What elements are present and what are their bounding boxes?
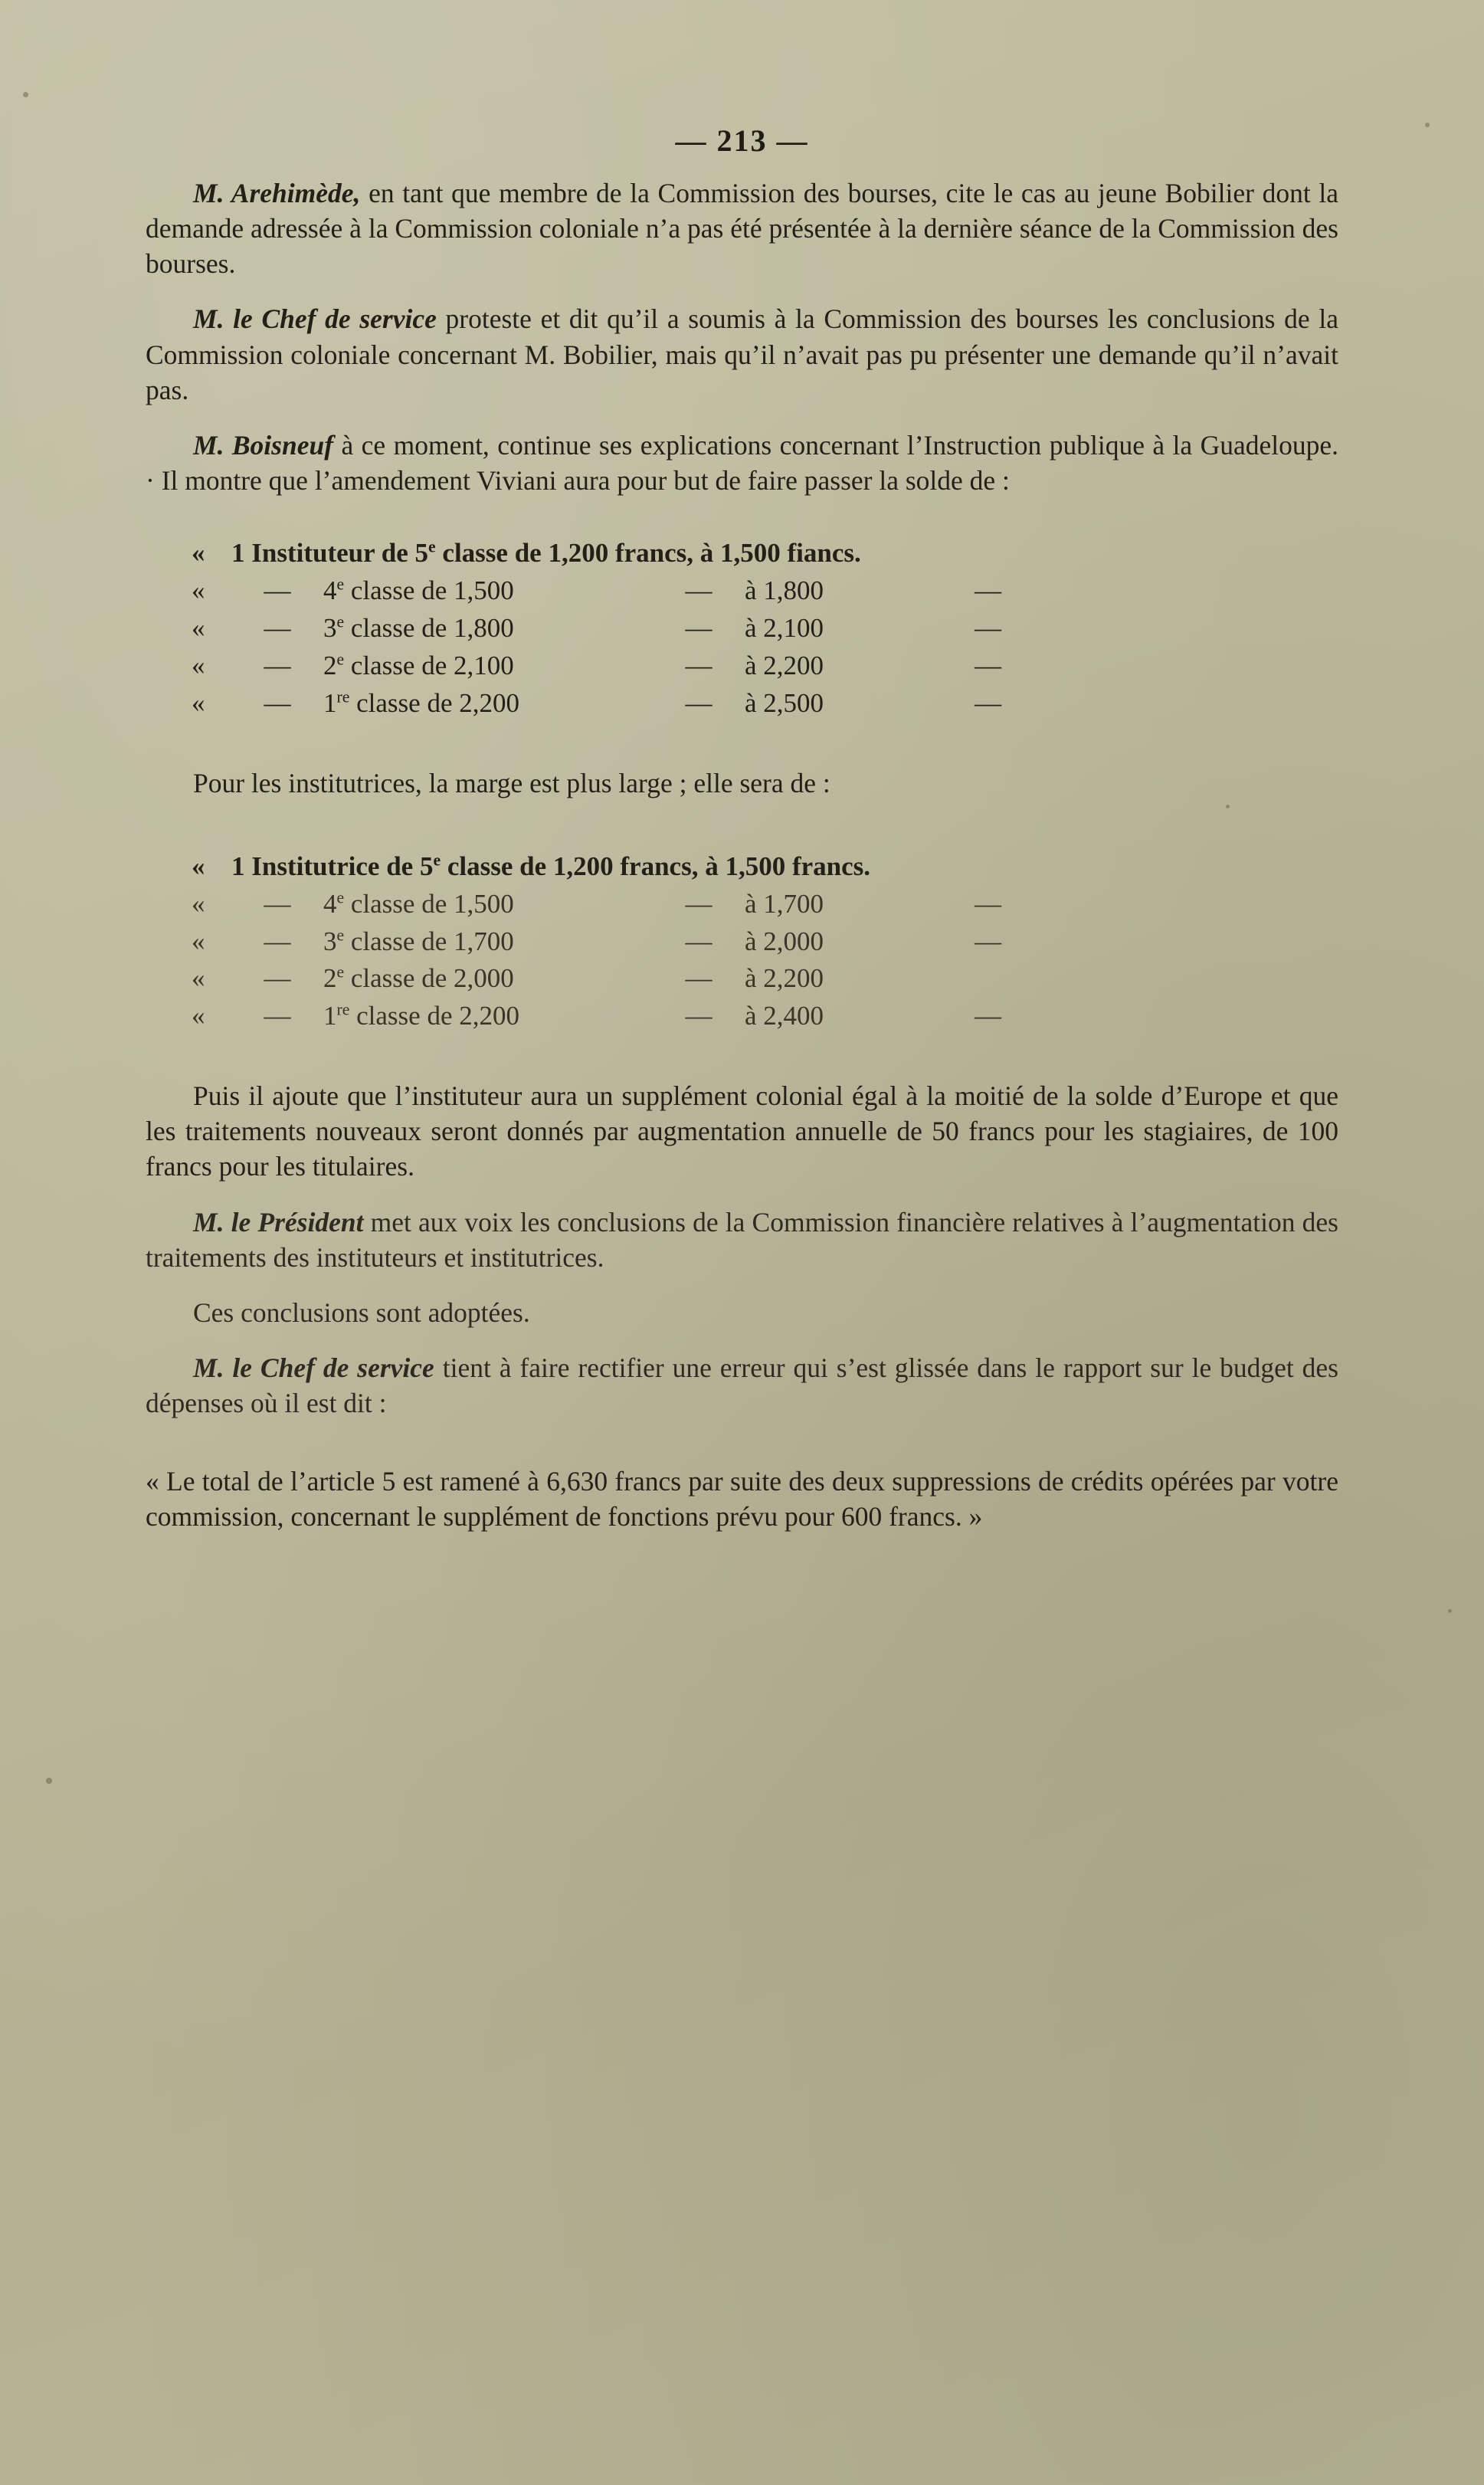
table-row <box>192 848 1105 886</box>
paragraph-text: tient à faire rectifier une erreur qui s’est glissée dans le rapport sur le budget des dépenses où il est dit : <box>146 1352 1338 1419</box>
class-number: 3 <box>323 612 337 643</box>
dash2: — <box>685 926 713 956</box>
guillemet: « <box>192 851 205 881</box>
speaker-name: M. Boisneuf <box>193 429 334 461</box>
guillemet: « <box>192 612 205 643</box>
dash2: — <box>685 650 713 680</box>
word-a: à <box>705 851 719 881</box>
paragraph-boisneuf <box>146 428 1338 498</box>
dash2: — <box>685 963 713 994</box>
amount-to: 1,500 <box>720 538 781 569</box>
ordinal-suffix: re <box>336 687 350 706</box>
word-classe: classe <box>350 963 415 994</box>
paragraph-text: Pour les institutrices, la marge est plus large ; elle sera de : <box>193 767 830 798</box>
class-cell <box>323 923 653 961</box>
to-cell <box>745 923 975 961</box>
amount-from: 2,200 <box>459 1001 519 1031</box>
ordinal-suffix: e <box>433 851 441 870</box>
amount-to: 2,500 <box>763 687 824 718</box>
amount-to: 2,200 <box>763 650 824 680</box>
amount-from: 2,200 <box>459 687 519 718</box>
table-row <box>192 535 1105 572</box>
table-row <box>192 886 1105 923</box>
amount-to: 1,700 <box>763 888 824 919</box>
word-classe: classe <box>447 851 513 881</box>
table-caption-line <box>231 848 1105 886</box>
table-row <box>192 923 1105 961</box>
paragraph-text: Puis il ajoute que l’instituteur aura un supplément colonial égal à la moitié de la solde d’Europe et que les traitements nouveaux seront donnés par augmentation annuelle de 50 francs pour les stagiaires, de 100 francs pour les titulaires. <box>146 1080 1338 1182</box>
table-instituteur-salaries <box>192 535 1105 722</box>
tail-dash <box>975 960 1105 998</box>
amount-from: 2,000 <box>454 963 514 994</box>
paragraph-conclusions-adoptees <box>146 1295 1338 1330</box>
ordinal-suffix: e <box>336 612 345 631</box>
guillemet: « <box>192 575 205 606</box>
paper-speck <box>46 1778 52 1784</box>
dash2: — <box>685 687 713 718</box>
word-classe: classe <box>350 926 415 956</box>
class-cell <box>323 960 653 998</box>
role: Institutrice <box>251 851 380 881</box>
paper-speck <box>23 92 28 97</box>
ordinal-suffix: e <box>336 925 345 944</box>
ordinal-suffix: e <box>336 575 345 594</box>
class-number: 2 <box>323 963 337 994</box>
word-de: de <box>421 650 447 680</box>
word-classe: classe <box>350 575 415 606</box>
ordinal-suffix: e <box>336 650 345 669</box>
ordinal-suffix: e <box>428 537 436 556</box>
dash: — <box>264 612 291 643</box>
dash: — <box>264 650 291 680</box>
word-classe: classe <box>442 538 508 569</box>
table-row <box>192 647 1105 685</box>
paragraph-text: proteste et dit qu’il a soumis à la Commission des bourses les conclusions de la Commission coloniale concernant M. Bobilier, mais qu’il n’avait pas pu présenter une demande qu’il n’avait pas. <box>146 303 1338 405</box>
table-institutrice-salaries <box>192 848 1105 1035</box>
amount-from: 1,500 <box>454 888 514 919</box>
paragraph-text: à ce moment, continue ses explications concernant l’Instruction publique à la Guadeloupe. · Il montre que l’amendement Viviani aura pour but de faire passer la solde de : <box>146 429 1338 496</box>
word-de2: de <box>514 538 542 569</box>
class-number: 2 <box>323 650 337 680</box>
tail-dash: — <box>975 687 1001 718</box>
word-classe: classe <box>350 888 415 919</box>
class-cell <box>323 610 653 647</box>
guillemet: « <box>192 888 205 919</box>
guillemet: « <box>192 1001 205 1031</box>
to-cell <box>745 886 975 923</box>
tail-dash: — <box>975 650 1001 680</box>
guillemet: « <box>192 650 205 680</box>
dash2: — <box>685 888 713 919</box>
guillemet: « <box>192 687 205 718</box>
paper-speck <box>1226 805 1230 808</box>
amount-from: 1,200 <box>552 851 614 881</box>
dash: — <box>264 575 291 606</box>
tail-dash: — <box>975 575 1001 606</box>
word-de: de <box>421 612 447 643</box>
word-classe: classe <box>356 687 421 718</box>
amount-from: 2,100 <box>454 650 514 680</box>
class-number: 1 <box>323 687 337 718</box>
dash: — <box>264 963 291 994</box>
paragraph-president <box>146 1205 1338 1275</box>
amount-to: 2,200 <box>763 963 824 994</box>
to-cell <box>745 960 975 998</box>
paper-speck <box>1448 1609 1452 1613</box>
word-classe: classe <box>356 1001 421 1031</box>
ordinal-suffix: e <box>336 887 345 906</box>
guillemet: « <box>192 926 205 956</box>
word-de2: de <box>519 851 547 881</box>
amount-from: 1,800 <box>454 612 514 643</box>
amount-from: 1,700 <box>454 926 514 956</box>
to-cell <box>745 685 975 723</box>
table-row <box>192 685 1105 723</box>
tail-dash: — <box>975 926 1001 956</box>
to-cell <box>745 610 975 647</box>
paragraph-text: « Le total de l’article 5 est ramené à 6,630 francs par suite des deux suppressions de crédits opérées par votre commission, concernant le supplément de fonctions prévu pour 600 francs. » <box>146 1466 1338 1533</box>
table-row <box>192 610 1105 647</box>
dash2: — <box>685 612 713 643</box>
amount-to: 2,400 <box>763 1001 824 1031</box>
dash2: — <box>685 1001 713 1031</box>
word-a: à <box>745 888 757 919</box>
class-cell <box>323 998 653 1035</box>
amount-to: 2,000 <box>763 926 824 956</box>
currency-to: fiancs. <box>787 538 861 569</box>
amount-to: 2,100 <box>763 612 824 643</box>
table-row <box>192 998 1105 1035</box>
table-caption-line <box>231 535 1105 572</box>
guillemet: « <box>192 963 205 994</box>
guillemet: « <box>192 538 205 569</box>
amount-to: 1,800 <box>763 575 824 606</box>
word-de: de <box>427 687 453 718</box>
page-number: — 213 — <box>675 123 809 158</box>
dash: — <box>264 1001 291 1031</box>
ordinal-suffix: re <box>336 1000 350 1019</box>
paragraph-institutrices <box>146 765 1338 801</box>
word-a: à <box>745 963 757 994</box>
class-number: 5 <box>419 851 434 881</box>
table-row <box>192 960 1105 998</box>
class-number: 4 <box>323 575 337 606</box>
paragraph-chef-de-service <box>146 301 1338 407</box>
word-de: de <box>427 1001 453 1031</box>
speaker-name: M. le Président <box>193 1206 364 1238</box>
class-number: 5 <box>414 538 429 569</box>
word-de: de <box>421 888 447 919</box>
to-cell <box>745 647 975 685</box>
paragraph-quoted-article <box>146 1464 1338 1534</box>
word-de: de <box>421 926 447 956</box>
paragraph-archimede <box>146 175 1338 281</box>
table-row <box>192 572 1105 610</box>
count: 1 <box>231 851 245 881</box>
class-cell <box>323 886 653 923</box>
paper-speck <box>1425 123 1430 127</box>
word-classe: classe <box>350 612 415 643</box>
word-a: à <box>745 650 757 680</box>
word-a: à <box>745 1001 757 1031</box>
to-cell <box>745 998 975 1035</box>
to-cell <box>745 572 975 610</box>
paragraph-text: en tant que membre de la Commission des bourses, cite le cas au jeune Bobilier dont la demande adressée à la Commission coloniale n’a pas été présentée à la dernière séance de la Commission des bourses. <box>146 178 1339 280</box>
currency-to: francs. <box>791 851 871 881</box>
count: 1 <box>231 538 245 569</box>
tail-dash: — <box>975 888 1001 919</box>
word-classe: classe <box>350 650 415 680</box>
word-a: à <box>745 926 757 956</box>
paragraph-supplement-colonial <box>146 1078 1338 1184</box>
word-a: à <box>699 538 714 569</box>
class-number: 4 <box>323 888 337 919</box>
dash: — <box>264 888 291 919</box>
paragraph-text: met aux voix les conclusions de la Commission financière relatives à l’augmentation des traitements des instituteurs et institutrices. <box>146 1206 1338 1273</box>
word-de: de <box>421 963 447 994</box>
dash2: — <box>685 575 713 606</box>
class-cell <box>323 685 653 723</box>
speaker-name: M. le Chef de service <box>193 1352 434 1384</box>
class-number: 1 <box>323 1001 337 1031</box>
speaker-name: M. Arehimède, <box>193 178 361 208</box>
currency-from: francs, <box>620 851 699 881</box>
word-de: de <box>381 538 408 569</box>
tail-dash: — <box>975 612 1001 643</box>
paragraph-text: Ces conclusions sont adoptées. <box>193 1297 530 1328</box>
currency-from: francs, <box>614 538 694 569</box>
ordinal-suffix: e <box>336 962 345 982</box>
amount-from: 1,200 <box>548 538 609 569</box>
class-number: 3 <box>323 926 337 956</box>
class-cell <box>323 647 653 685</box>
amount-from: 1,500 <box>454 575 514 606</box>
dash: — <box>264 926 291 956</box>
paragraph-rectification <box>146 1350 1338 1421</box>
role: Instituteur <box>251 538 375 569</box>
word-a: à <box>745 687 757 718</box>
word-a: à <box>745 575 757 606</box>
class-cell <box>323 572 653 610</box>
word-de: de <box>386 851 414 881</box>
amount-to: 1,500 <box>725 851 786 881</box>
word-a: à <box>745 612 757 643</box>
speaker-name: M. le Chef de service <box>193 303 437 335</box>
tail-dash: — <box>975 1001 1001 1031</box>
dash: — <box>264 687 291 718</box>
word-de: de <box>421 575 447 606</box>
